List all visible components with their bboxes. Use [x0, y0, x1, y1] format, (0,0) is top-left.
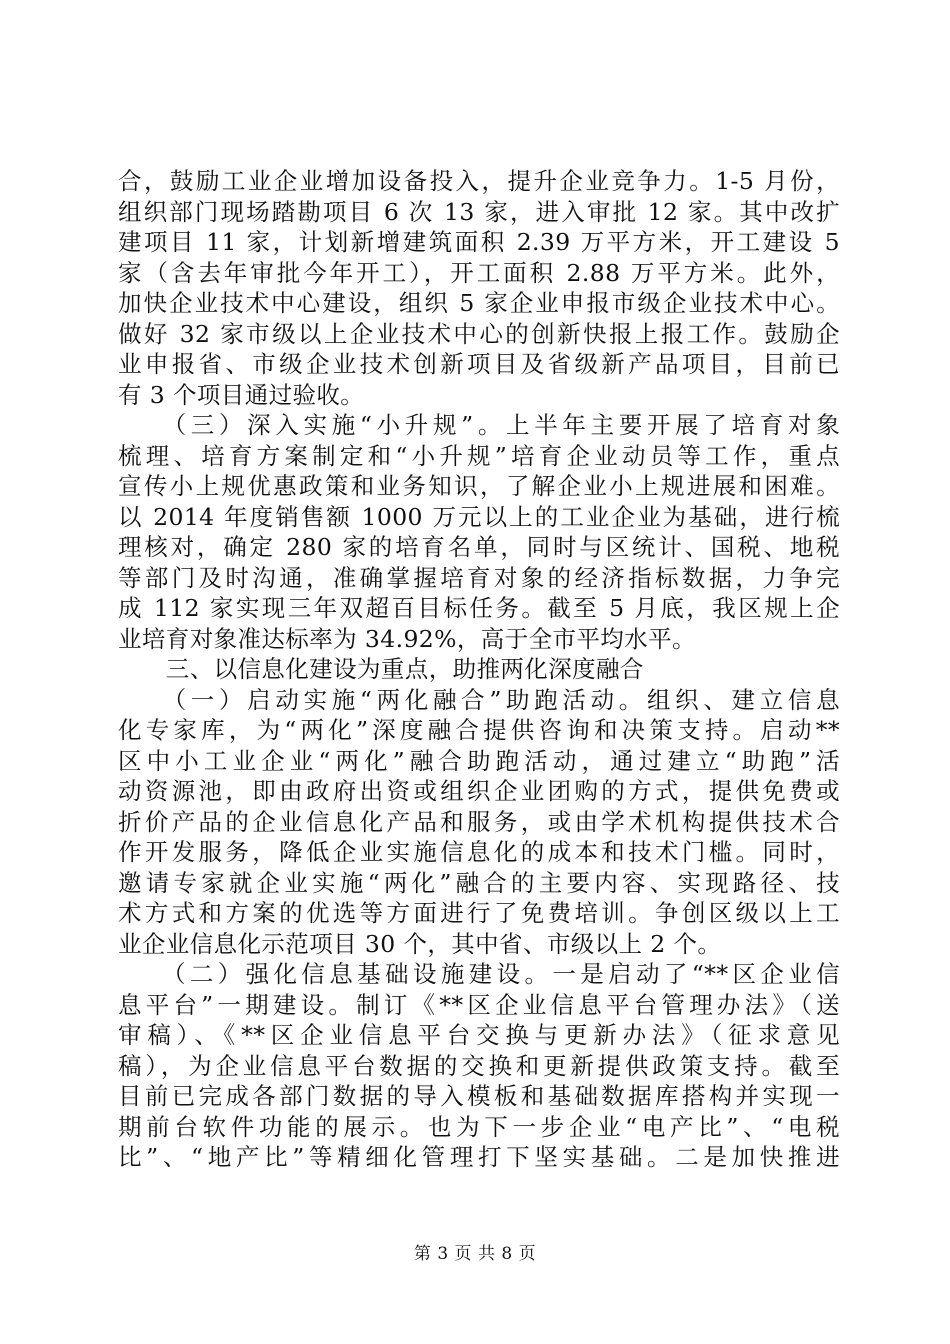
text-line: 业培育对象准达标率为 34.92%，高于全市平均水平。 — [118, 624, 696, 653]
text-line: 等部门及时沟通，准确掌握培育对象的经济指标数据，力争完 — [118, 563, 840, 592]
text-line: 息平台”一期建设。制订《**区企业信息平台管理办法》（送 — [118, 990, 840, 1019]
body-text — [118, 166, 840, 1173]
text-line: 目前已完成各部门数据的导入模板和基础数据库搭构并实现一 — [118, 1082, 840, 1110]
text-line: 合，鼓励工业企业增加设备投入，提升企业竞争力。1-5 月份， — [118, 167, 840, 195]
text-line: 折价产品的企业信息化产品和服务，或由学术机构提供技术合 — [118, 807, 840, 836]
text-line: 成 112 家实现三年双超百目标任务。截至 5 月底，我区规上企 — [118, 594, 840, 622]
text-line: 建项目 11 家，计划新增建筑面积 2.39 万平方米，开工建设 5 — [118, 228, 840, 256]
text-line: 有 3 个项目通过验收。 — [118, 380, 365, 409]
text-line: 做好 32 家市级以上企业技术中心的创新快报上报工作。鼓励企 — [118, 319, 840, 348]
text-line: 稿），为企业信息平台数据的交换和更新提供政策支持。截至 — [118, 1051, 840, 1080]
text-line: 家（含去年审批今年开工），开工面积 2.88 万平方米。此外， — [118, 258, 840, 287]
text-line: 业申报省、市级企业技术创新项目及省级新产品项目，目前已 — [118, 350, 840, 378]
text-line: 术方式和方案的优选等方面进行了免费培训。争创区级以上工 — [118, 899, 840, 927]
text-line: 业企业信息化示范项目 30 个，其中省、市级以上 2 个。 — [118, 929, 722, 958]
text-line: 区中小工业企业“两化”融合助跑活动，通过建立“助跑”活 — [118, 746, 840, 775]
text-line: 邀请专家就企业实施“两化”融合的主要内容、实现路径、技 — [118, 868, 840, 897]
text-line: 作开发服务，降低企业实施信息化的成本和技术门槛。同时， — [118, 838, 840, 866]
text-line: 以 2014 年度销售额 1000 万元以上的工业企业为基础，进行梳 — [118, 502, 840, 531]
text-line: 梳理、培育方案制定和“小升规”培育企业动员等工作，重点 — [118, 441, 840, 470]
text-line: 期前台软件功能的展示。也为下一步企业“电产比”、“电税 — [118, 1112, 840, 1141]
text-line: 宣传小上规优惠政策和业务知识，了解企业小上规进展和困难。 — [118, 472, 840, 500]
text-line: 化专家库，为“两化”深度融合提供咨询和决策支持。启动** — [118, 716, 840, 744]
text-line: （二）强化信息基础设施建设。一是启动了“**区企业信 — [118, 960, 840, 988]
page-footer: 第 3 页 共 8 页 — [413, 1244, 537, 1264]
text-line: 组织部门现场踏勘项目 6 次 13 家，进入审批 12 家。其中改扩 — [118, 197, 840, 226]
text-line: 动资源池，即由政府出资或组织企业团购的方式，提供免费或 — [118, 777, 840, 805]
text-line: 理核对，确定 280 家的培育名单，同时与区统计、国税、地税 — [118, 533, 840, 561]
text-line: 比”、“地产比”等精细化管理打下坚实基础。二是加快推进 — [118, 1143, 840, 1171]
text-line: 审稿）、《**区企业信息平台交换与更新办法》（征求意见 — [118, 1021, 840, 1049]
text-line: 三、以信息化建设为重点，助推两化深度融合 — [118, 655, 644, 683]
text-line: 加快企业技术中心建设，组织 5 家企业申报市级企业技术中心。 — [118, 289, 840, 317]
text-line: （一）启动实施“两化融合”助跑活动。组织、建立信息 — [118, 685, 840, 714]
text-line: （三）深入实施“小升规”。上半年主要开展了培育对象 — [118, 411, 840, 439]
